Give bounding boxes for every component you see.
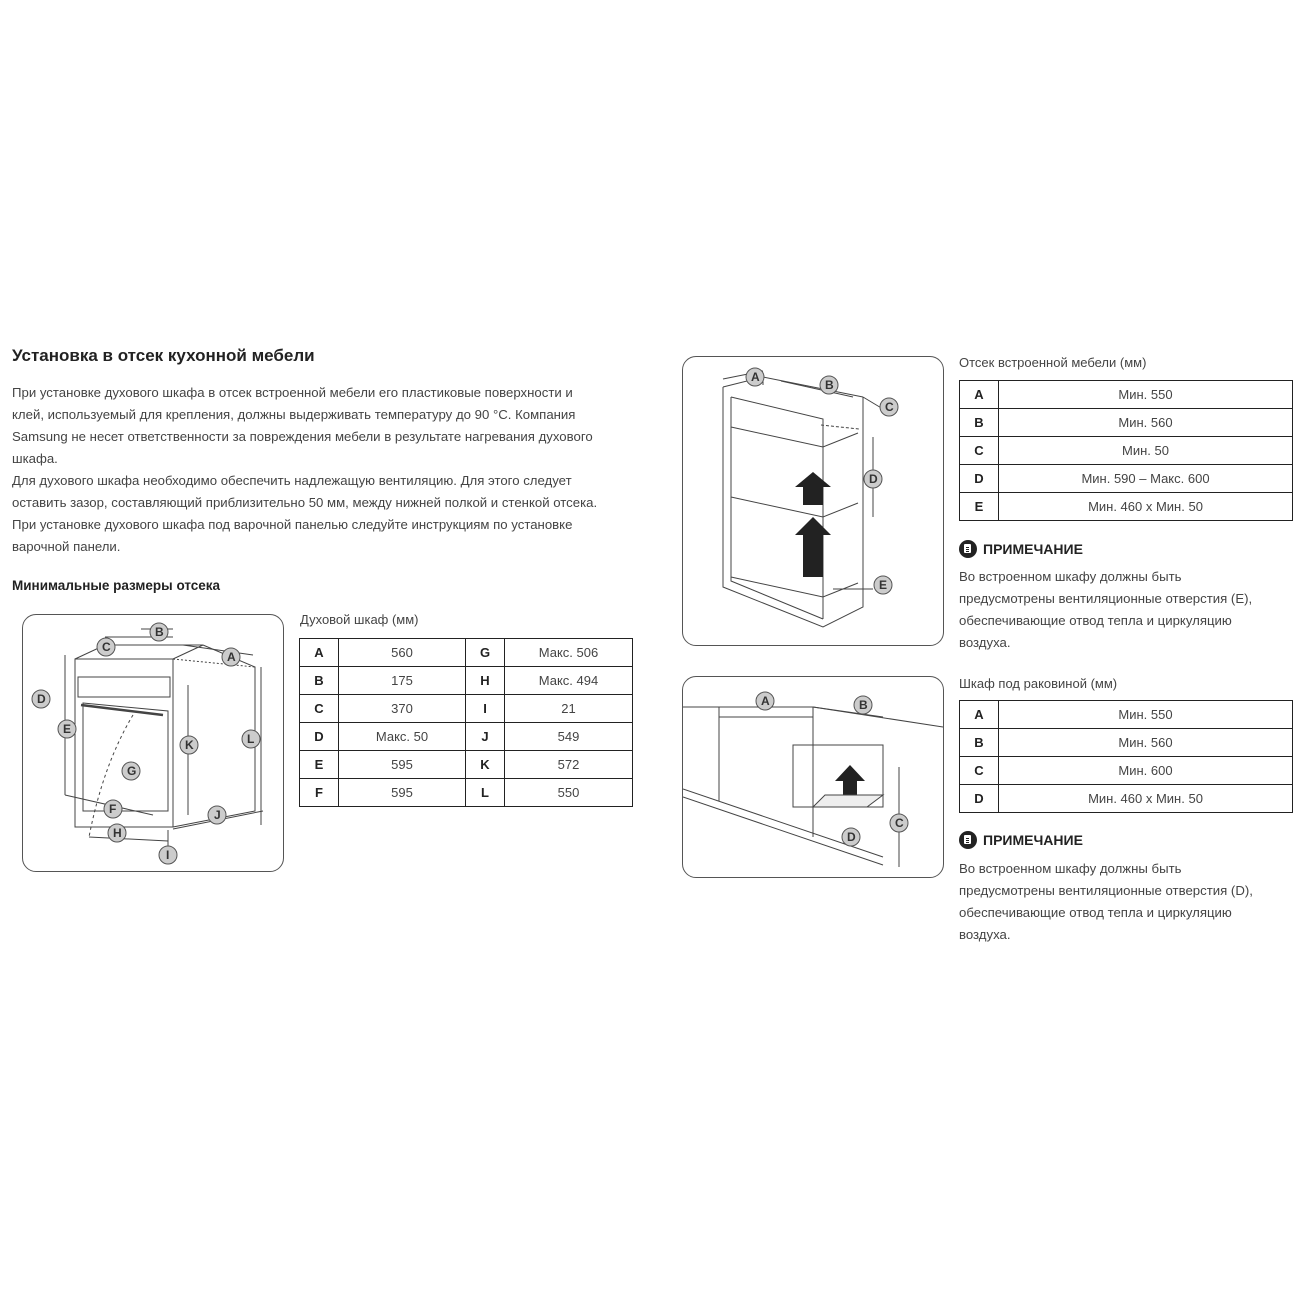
table-row: D Макс. 50 J 549 — [300, 723, 633, 751]
table-row: B 175 H Макс. 494 — [300, 667, 633, 695]
table-row: A Мин. 550 — [960, 701, 1293, 729]
cabinet-label-a: A — [751, 370, 760, 384]
cabinet-diagram — [683, 357, 943, 645]
oven-label-l: L — [247, 732, 255, 746]
oven-table-caption: Духовой шкаф (мм) — [300, 612, 419, 627]
oven-label-a: A — [227, 650, 236, 664]
oven-label-c: C — [102, 640, 111, 654]
table-row: E 595 K 572 — [300, 751, 633, 779]
sink-dimensions-table — [959, 700, 1293, 813]
sink-diagram-panel — [682, 676, 944, 878]
table-row: D Мин. 460 x Мин. 50 — [960, 785, 1293, 813]
table-row: A 560 G Макс. 506 — [300, 639, 633, 667]
sink-label-a: A — [761, 694, 770, 708]
section-title: Установка в отсек кухонной мебели — [12, 346, 315, 365]
table-row: B Мин. 560 — [960, 409, 1293, 437]
table-row: A Мин. 550 — [960, 381, 1293, 409]
sink-label-b: B — [859, 698, 868, 712]
table-row: C Мин. 50 — [960, 437, 1293, 465]
cabinet-note-text: Во встроенном шкафу должны быть предусмотрены вентиляционные отверстия (E), обеспечивающие отвод тепла и циркуляцию воздуха. — [959, 569, 1253, 650]
cabinet-note-heading: ПРИМЕЧАНИЕ — [959, 540, 1083, 558]
oven-label-b: B — [155, 625, 164, 639]
oven-label-d: D — [37, 692, 46, 706]
subsection-title: Минимальные размеры отсека — [12, 578, 221, 593]
note-icon — [959, 540, 977, 558]
oven-label-g: G — [127, 764, 137, 778]
cabinet-diagram-panel — [682, 356, 944, 646]
table-row: D Мин. 590 – Макс. 600 — [960, 465, 1293, 493]
table-row: C 370 I 21 — [300, 695, 633, 723]
sink-note-heading: ПРИМЕЧАНИЕ — [959, 831, 1083, 849]
oven-label-h: H — [113, 826, 122, 840]
table-row: E Мин. 460 x Мин. 50 — [960, 493, 1293, 521]
sink-diagram — [683, 677, 943, 877]
table-row: B Мин. 560 — [960, 729, 1293, 757]
oven-diagram — [23, 615, 283, 871]
oven-label-j: J — [214, 808, 221, 822]
sink-label-d: D — [847, 830, 856, 844]
cabinet-table-caption: Отсек встроенной мебели (мм) — [959, 355, 1147, 370]
cabinet-label-c: C — [885, 400, 894, 414]
sink-label-c: C — [895, 816, 904, 830]
table-row: C Мин. 600 — [960, 757, 1293, 785]
table-row: F 595 L 550 — [300, 779, 633, 807]
oven-label-f: F — [109, 802, 117, 816]
note-icon — [959, 831, 977, 849]
sink-table-caption: Шкаф под раковиной (мм) — [959, 676, 1118, 691]
sink-note-text: Во встроенном шкафу должны быть предусмотрены вентиляционные отверстия (D), обеспечивающие отвод тепла и циркуляцию воздуха. — [959, 861, 1253, 942]
cabinet-label-b: B — [825, 378, 834, 392]
oven-label-i: I — [166, 848, 170, 862]
oven-label-k: K — [185, 738, 194, 752]
sink-labels — [756, 692, 908, 846]
oven-dimensions-table — [299, 638, 633, 807]
cabinet-label-e: E — [879, 578, 888, 592]
oven-label-e: E — [63, 722, 72, 736]
cabinet-dimensions-table — [959, 380, 1293, 521]
cabinet-label-d: D — [869, 472, 878, 486]
oven-diagram-panel — [22, 614, 284, 872]
intro-paragraph: При установке духового шкафа в отсек встроенной мебели его пластиковые поверхности и клей, используемый для крепления, должны выдерживать температуру до 90 °C. Компания Samsung не несет ответственности за повреждения мебели в результате нагревания духового шкафа. Для духового шкафа необходимо обеспечить надлежащую вентиляцию. Для этого следует оставить зазор, составляющий приблизительно 50 мм, между нижней полкой и стенкой отсека. При установке духового шкафа под варочной панелью следуйте инструкциям по установке варочной панели. — [12, 385, 598, 554]
